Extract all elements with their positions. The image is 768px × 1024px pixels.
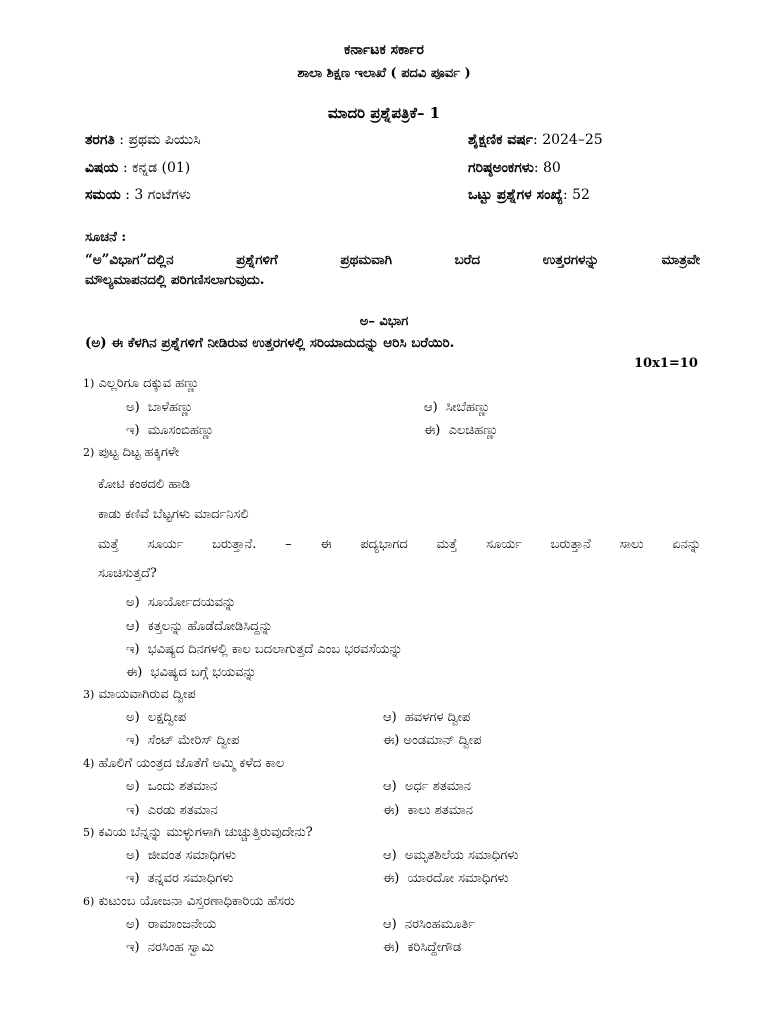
section-title: ಅ– ವಿಭಾಗ	[359, 314, 409, 329]
class-label: ತರಗತಿ	[85, 132, 115, 148]
option-label: ಇ)	[126, 642, 140, 657]
question-number: 3)	[83, 688, 95, 701]
option	[126, 733, 239, 748]
option-text: ಕರಿಸಿದ್ದೇಗೌಡ	[407, 940, 462, 955]
option	[126, 940, 214, 955]
option-text: ಅಮೃತಶಿಲೆಯ ಸಮಾಧಿಗಳು	[404, 848, 519, 863]
option	[126, 423, 214, 438]
option-label: ಅ)	[126, 779, 140, 794]
option-text: ಒಂದು ಶತಮಾನ	[147, 779, 218, 794]
questions-label: ಒಟ್ಟು ಪ್ರಶ್ನೆಗಳ ಸಂಖ್ಯೆ	[468, 187, 563, 203]
option-text: ಜೀವಂತ ಸಮಾಧಿಗಳು	[147, 848, 236, 863]
class-value: : ಪ್ರಥಮ ಪಿಯುಸಿ	[114, 132, 201, 148]
option-text: ಕಾಲು ಶತಮಾನ	[407, 803, 473, 818]
option-text: ಸೆಂಟ್ ಮೇರಿಸ್ ದ್ವೀಪ	[147, 733, 240, 748]
option	[383, 871, 509, 886]
option	[383, 733, 481, 748]
poem-line: ಕೋಟಿ ಕಂಠದಲಿ ಹಾಡಿ	[98, 477, 191, 492]
option-label: ಅ)	[126, 595, 140, 610]
option-label: ಈ)	[424, 423, 441, 438]
option-text: ಹವಳಗಳ ದ್ವೀಪ	[404, 710, 471, 725]
option-text: ಲಕ್ಷದ್ವೀಪ	[147, 710, 187, 725]
note-label: ಸೂಚನೆ :	[85, 230, 127, 245]
option-label: ಆ)	[126, 619, 140, 634]
option-label: ಇ)	[126, 803, 140, 818]
option-label: ಆ)	[383, 779, 397, 794]
poem-line: ಕಾಡು ಕಣಿವೆ ಬೆಟ್ಟಗಳು ಮಾರ್ದನಿಸಲಿ	[98, 507, 249, 522]
section-instruction: (ಅ) ಈ ಕೆಳಗಿನ ಪ್ರಶ್ನೆಗಳಿಗೆ ನೀಡಿರುವ ಉತ್ತರಗಳಲ್ಲಿ ಸರಿಯಾದುದನ್ನು ಆರಿಸಿ ಬರೆಯಿರಿ.	[85, 335, 455, 351]
option-text: ಎಲಚಿಹಣ್ಣು	[448, 423, 499, 438]
note-line-2: ಮೌಲ್ಯಮಾಪನದಲ್ಲಿ ಪರಿಗಣಿಸಲಾಗುವುದು.	[85, 272, 265, 288]
question-1	[83, 376, 199, 391]
option	[383, 710, 470, 725]
option-text: ಭವಿಷ್ಯದ ಬಗ್ಗೆ ಭಯವನ್ನು	[150, 665, 257, 680]
question-6	[83, 894, 295, 909]
option	[126, 917, 216, 932]
option-label: ಈ)	[383, 871, 400, 886]
question-prompt-line-2: ಸೂಚಿಸುತ್ತದೆ?	[98, 566, 157, 581]
total-questions-info	[468, 187, 590, 203]
option-label: ಇ)	[126, 940, 140, 955]
marks-value: : 80	[533, 160, 561, 176]
questions-value: : 52	[562, 187, 590, 203]
question-text: ಪುಟ್ಟ ದಿಟ್ಟ ಹಕ್ಕಿಗಳೇ	[98, 445, 180, 460]
question-4	[83, 756, 284, 771]
option-label: ಆ)	[383, 917, 397, 932]
department-heading: ಶಾಲಾ ಶಿಕ್ಷಣ ಇಲಾಖೆ ( ಪದವಿ ಪೂರ್ವ )	[297, 66, 471, 81]
marks-label: ಗರಿಷ್ಠಅಂಕಗಳು	[468, 160, 534, 176]
option-text: ಮೂಸಂಬಿಹಣ್ಣು	[147, 423, 215, 438]
option	[383, 779, 471, 794]
option-label: ಇ)	[126, 871, 140, 886]
option-text: ಸೂರ್ಯೋದಯವನ್ನು	[147, 595, 237, 610]
question-3	[83, 687, 196, 702]
option-label: ಅ)	[126, 400, 140, 415]
option	[383, 803, 473, 818]
question-number: 2)	[83, 446, 95, 459]
subject-value: : ಕನ್ನಡ (01)	[118, 160, 191, 176]
option-text: ರಾಮಾಂಜನೇಯ	[147, 917, 217, 932]
option-text: ಸೀಬೆಹಣ್ಣು	[445, 400, 491, 415]
question-text: ಕವಿಯ ಬೆನ್ನನ್ನು ಮುಳ್ಳುಗಳಾಗಿ ಚುಚ್ಚುತ್ತಿರುವುದೇನು?	[98, 825, 313, 840]
option-label: ಈ)	[383, 940, 400, 955]
option-text: ಅಂಡಮಾನ್ ದ್ವೀಪ	[403, 733, 482, 748]
question-text: ಕುಟುಂಬ ಯೋಜನಾ ವಿಸ್ತರಣಾಧಿಕಾರಿಯ ಹೆಸರು	[98, 894, 295, 909]
question-text: ಎಲ್ಲರಿಗೂ ದಕ್ಕುವ ಹಣ್ಣು	[98, 376, 200, 391]
option-text: ನರಸಿಂಹಮೂರ್ತಿ	[404, 917, 475, 932]
option-text: ಬಾಳೆಹಣ್ಣು	[147, 400, 194, 415]
academic-year-info	[468, 132, 603, 148]
option	[126, 619, 273, 634]
option	[126, 400, 193, 415]
option-label: ಆ)	[383, 710, 397, 725]
paper-title: ಮಾದರಿ ಪ್ರಶ್ನೆಪತ್ರಿಕೆ– 1	[327, 104, 441, 122]
option-text: ಭವಿಷ್ಯದ ದಿನಗಳಲ್ಲಿ ಕಾಲ ಬದಲಾಗುತ್ತದೆ ಎಂಬ ಭರವಸೆಯನ್ನು	[147, 642, 403, 657]
option-text: ಕತ್ತಲನ್ನು ಹೊಡೆದೋಡಿಸಿದ್ದನ್ನು	[147, 619, 273, 634]
option	[383, 940, 461, 955]
year-value: : 2024–25	[533, 132, 603, 148]
option	[126, 642, 403, 657]
option	[126, 595, 236, 610]
question-number: 6)	[83, 895, 95, 908]
option-label: ಆ)	[424, 400, 438, 415]
time-info	[85, 187, 191, 203]
option-label: ಆ)	[383, 848, 397, 863]
subject-label: ವಿಷಯ	[85, 160, 119, 176]
government-heading: ಕರ್ನಾಟಕ ಸರ್ಕಾರ	[344, 42, 424, 58]
time-value: : 3 ಗಂಟೆಗಳು	[120, 187, 191, 203]
option-label: ಅ)	[126, 710, 140, 725]
option-label: ಇ)	[126, 733, 140, 748]
option-label: ಅ)	[126, 848, 140, 863]
option-text: ಎರಡು ಶತಮಾನ	[147, 803, 218, 818]
option	[126, 871, 234, 886]
option-text: ತನ್ನವರ ಸಮಾಧಿಗಳು	[147, 871, 234, 886]
option	[424, 423, 498, 438]
option	[126, 665, 257, 680]
option	[126, 779, 217, 794]
option	[126, 848, 236, 863]
year-label: ಶೈಕ್ಷಣಿಕ ವರ್ಷ	[468, 132, 534, 148]
question-text: ಮಾಯವಾಗಿರುವ ದ್ವೀಪ	[98, 687, 196, 702]
question-5	[83, 825, 313, 840]
option-text: ಅರ್ಧ ಶತಮಾನ	[404, 779, 471, 794]
question-number: 5)	[83, 826, 95, 839]
option-label: ಈ)	[126, 665, 143, 680]
option-label: ಅ)	[126, 917, 140, 932]
option-label: ಇ)	[126, 423, 140, 438]
option	[383, 848, 518, 863]
subject-info	[85, 160, 190, 176]
option-text: ಯಾರದೋ ಸಮಾಧಿಗಳು	[407, 871, 509, 886]
option	[424, 400, 490, 415]
note-line-1: “ಅ”ವಿಭಾಗ”ದಲ್ಲಿನ ಪ್ರಶ್ನೆಗಳಿಗೆ ಪ್ರಥಮವಾಗಿ ಬರೆದ ಉತ್ತರಗಳನ್ನು ಮಾತ್ರವೇ	[85, 252, 700, 268]
question-2	[83, 445, 179, 460]
class-info	[85, 132, 201, 148]
max-marks-info	[468, 160, 561, 176]
option-label: ಈ)	[383, 803, 400, 818]
option-label: ಈ)	[383, 733, 400, 748]
question-number: 1)	[83, 377, 95, 390]
option	[126, 710, 186, 725]
section-marks: 10x1=10	[634, 356, 698, 371]
question-number: 4)	[83, 757, 95, 770]
option-text: ನರಸಿಂಹ ಸ್ವಾಮಿ	[147, 940, 214, 955]
question-prompt-line-1: ಮತ್ತೆ ಸೂರ್ಯ ಬರುತ್ತಾನೆ. – ಈ ಪದ್ಯಭಾಗದ ಮತ್ತೆ ಸೂರ್ಯ ಬರುತ್ತಾನೆ ಸಾಲು ಏನನ್ನು	[98, 537, 701, 552]
option	[383, 917, 475, 932]
option	[126, 803, 218, 818]
question-text: ಹೊಲಿಗೆ ಯಂತ್ರದ ಜೊತೆಗೆ ಅಮ್ಮಿ ಕಳೆದ ಕಾಲ	[98, 756, 285, 771]
time-label: ಸಮಯ	[85, 187, 121, 203]
